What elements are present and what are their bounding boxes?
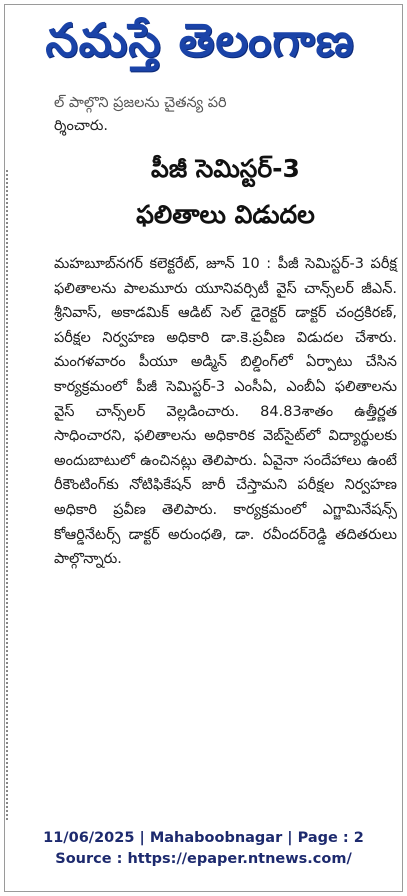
headline-line: పీజీ సెమిస్టర్-3 — [151, 154, 300, 183]
clipping-footer — [0, 828, 407, 870]
headline-line: ఫలితాలు విడుదల — [136, 200, 315, 229]
previous-tail-line: ల్ పాల్గొని ప్రజలను చైతన్య పరి — [54, 95, 227, 111]
previous-article-tail — [54, 92, 397, 138]
article-headline — [54, 146, 397, 238]
source-url: Source : https://epaper.ntnews.com/ — [55, 851, 352, 867]
date-edition-page: 11/06/2025 | Mahaboobnagar | Page : 2 — [43, 830, 364, 846]
column-rule — [6, 170, 8, 820]
newspaper-masthead: నమస్తే తెలంగాణ — [45, 13, 355, 67]
news-article — [54, 92, 397, 572]
article-body: మహబూబ్‌నగర్ కలెక్టరేట్, జూన్ 10 : పీజీ సెమిస్టర్-3 పరీక్ష ఫలితాలను పాలమూరు యూనివర్సిటీ వైస్ చాన్స్‌లర్ జీఎన్. శ్రీనివాస్, అకాడమిక్ ఆడిట్ సెల్ డైరెక్టర్ డాక్టర్ చంద్రకిరణ్, పరీక్షల నిర్వహణ అధికారి డా.కె.ప్రవీణ విడుదల చేశారు. మంగళవారం పీయూ అడ్మిన్ బిల్డింగ్‌లో ఏర్పాటు చేసిన కార్యక్రమంలో పీజీ సెమిస్టర్-3 ఎంసీఏ, ఎంబీఏ ఫలితాలను వైస్ చాన్స్‌లర్ వెల్లడించారు. 84.83శాతం ఉత్తీర్ణత సాధించారని, ఫలితాలను అధికారిక వెబ్‌సైట్‌లో విద్యార్థులకు అందుబాటులో ఉంచినట్లు తెలిపారు. ఏవైనా సందేహాలు ఉంటే రీకౌంటింగ్‌కు నోటిఫికేషన్ జారీ చేస్తామని పరీక్షల నిర్వహణ అధికారి ప్రవీణ తెలిపారు. కార్యక్రమంలో ఎగ్జామినేషన్స్ కోఆర్డినేటర్స్ డాక్టర్ అరుంధతి, డా. రవీందర్‌రెడ్డి తదితరులు పాల్గొన్నారు. — [54, 256, 397, 568]
previous-tail-line: ర్శించారు. — [54, 118, 109, 134]
